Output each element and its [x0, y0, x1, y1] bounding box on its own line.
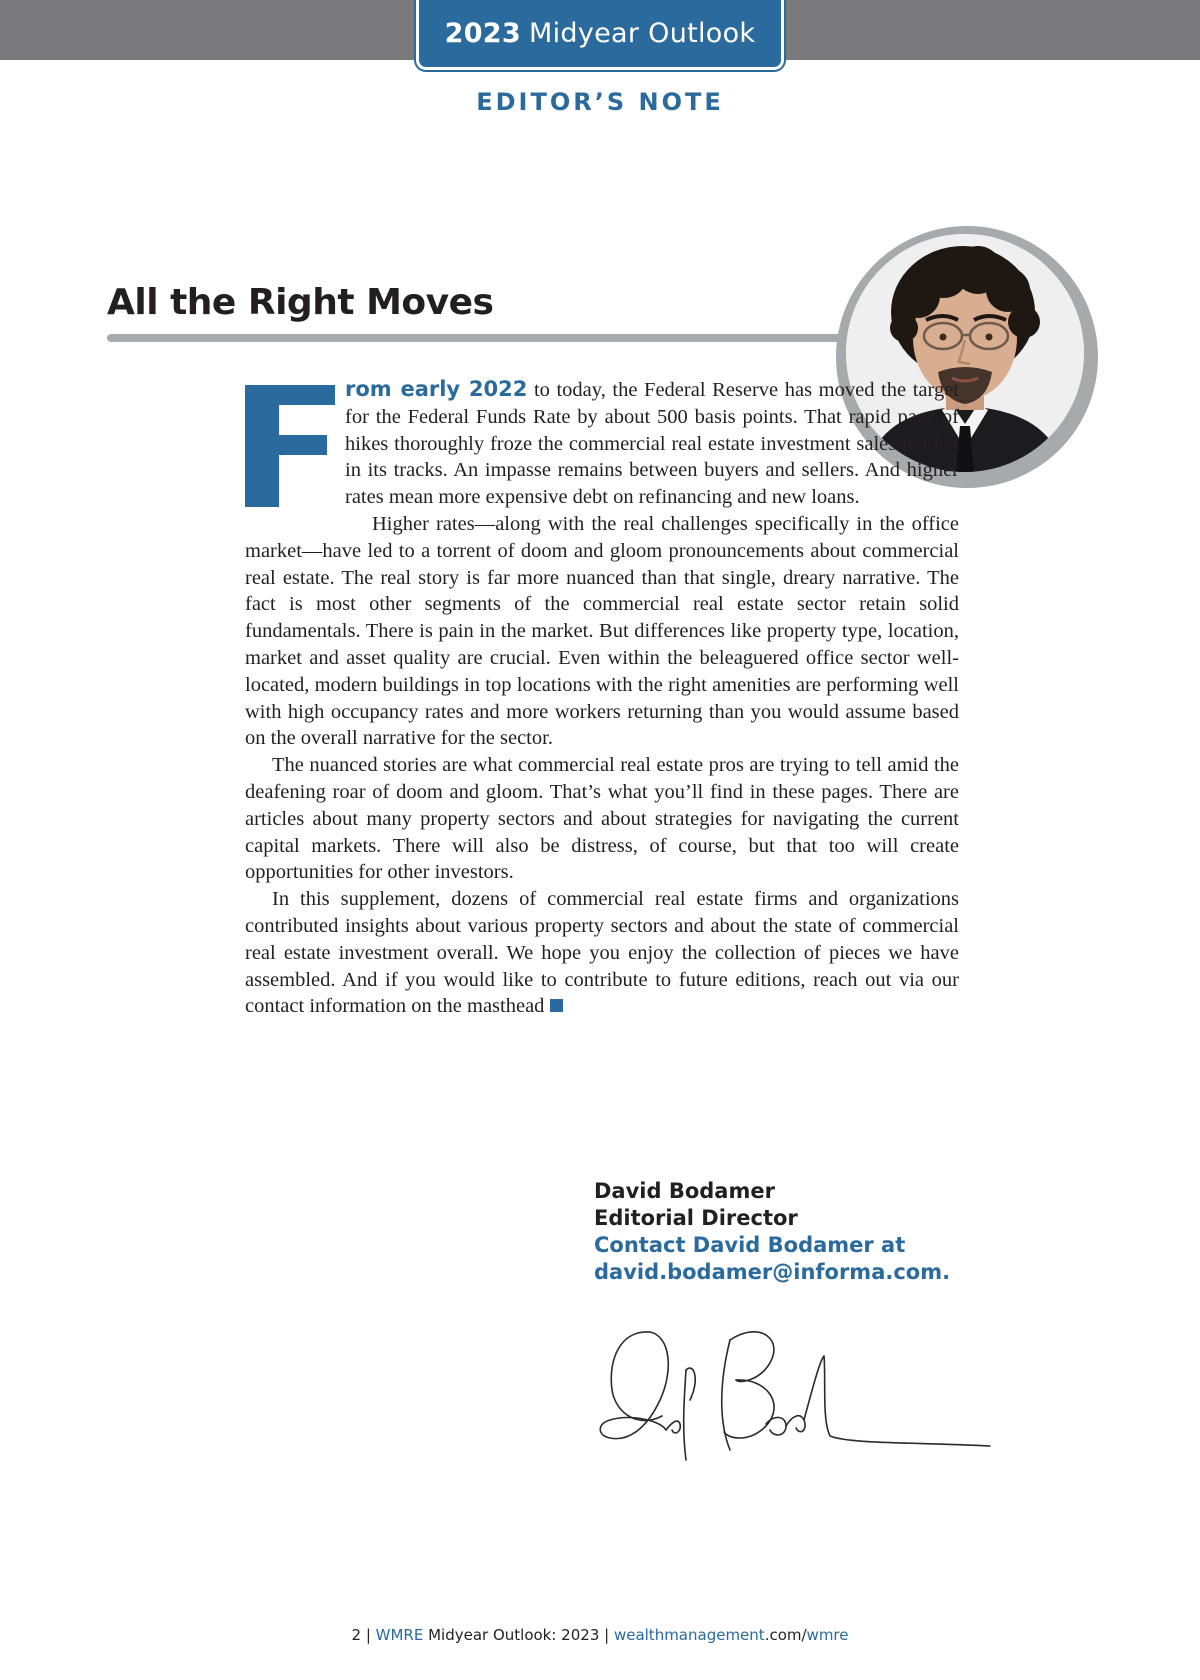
lead-words: rom early 2022: [345, 377, 528, 401]
header-year: 2023: [444, 18, 521, 49]
footer-path[interactable]: wmre: [806, 1626, 849, 1644]
author-role: Editorial Director: [594, 1206, 798, 1230]
headline-rule: [107, 334, 852, 342]
paragraph-1: [245, 376, 959, 511]
footer-separator: |: [361, 1626, 376, 1644]
paragraph-2: Higher rates—along with the real challenges specifically in the office market—have led to a torrent of doom and gloom pronouncements about commercial real estate. The real story is far more nuanced than that single, dreary narrative. The fact is most other segments of the commercial real estate sector retain solid fundamentals. There is pain in the market. But differences like property type, location, market and asset quality are crucial. Even within the beleaguered office sector well-located, modern buildings in top locations with the right amenities are performing well with high occupancy rates and more workers returning than you would assume based on the overall narrative for the sector.: [245, 512, 959, 750]
drop-cap-f-shape: [245, 385, 335, 507]
paragraph-4-text: In this supplement, dozens of commercial real estate firms and organizations contributed insights about various property sectors and about the state of commercial real estate investment overall. We hope you enjoy the collection of pieces we have assembled. And if you would like to contribute to future editions, reach out via our contact information on the masthead: [245, 888, 959, 1018]
paragraph-4: [245, 886, 959, 1020]
footer-domain[interactable]: wealthmanagement: [613, 1626, 765, 1644]
footer-separator: |: [599, 1626, 614, 1644]
square-end-mark-icon: [550, 999, 563, 1012]
page-number: 2: [351, 1626, 362, 1644]
author-block: [594, 1178, 950, 1286]
section-label: EDITOR’S NOTE: [476, 88, 724, 116]
page-title: All the Right Moves: [107, 282, 494, 323]
page-footer: [0, 1626, 1200, 1644]
author-email-link[interactable]: david.bodamer@informa.com.: [594, 1260, 951, 1284]
footer-brand: WMRE: [375, 1626, 424, 1644]
footer-tld[interactable]: .com/: [764, 1626, 807, 1644]
paragraph-3: The nuanced stories are what commercial real estate pros are trying to tell amid the deafening roar of doom and gloom. That’s what you’ll find in these pages. There are articles about many property sectors and about strategies for navigating the current capital markets. There will also be distress, of course, but that too will create opportunities for other investors.: [245, 754, 959, 884]
handwritten-signature: [590, 1320, 1000, 1480]
footer-publication: Midyear Outlook: 2023: [423, 1626, 600, 1644]
author-contact-line: Contact David Bodamer at: [594, 1233, 906, 1257]
drop-cap: [245, 385, 335, 517]
article-body: [245, 376, 959, 1020]
header-title: Midyear Outlook: [528, 18, 756, 49]
header-tab: [416, 0, 784, 70]
paragraph-1-text: to today, the Federal Reserve has moved the target for the Federal Funds Rate by about 500 basis points. That rapid pace of hikes thoroughly froze the commercial real estate investment sales market in its tracks. An impasse remains between buyers and sellers. And higher rates mean more expensive debt on refinancing and new loans.: [345, 379, 959, 509]
author-name: David Bodamer: [594, 1179, 775, 1203]
